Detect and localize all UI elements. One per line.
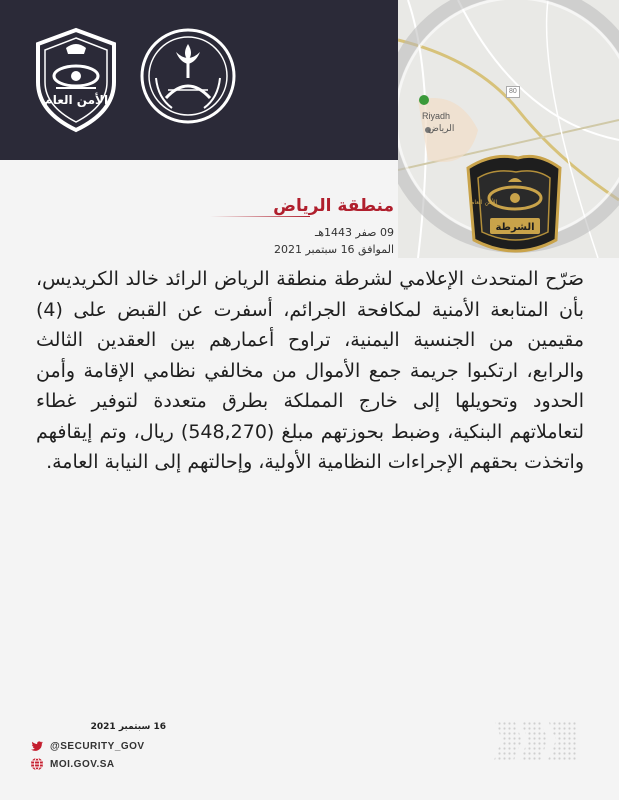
logo-security-text: الأمن العام (43, 93, 109, 107)
footer-twitter[interactable] (30, 738, 145, 754)
region-underline (210, 216, 310, 217)
globe-icon (30, 757, 44, 771)
badge-bottom-text: الشرطة (495, 222, 535, 233)
badge-top-text: الأمن العام (470, 199, 498, 206)
photo-map-badge (398, 0, 619, 258)
public-security-logo (28, 26, 124, 134)
article-body: صَرّح المتحدث الإعلامي لشرطة منطقة الرياض الرائد خالد الكريديس، بأن المتابعة الأمنية لمكافحة الجرائم، أسفرت عن القبض على (4) مقيمين من الجنسية اليمنية، تراوح أعمارهم بين العقدين الثالث والرابع، ارتكبوا جريمة جمع الأموال من مخالفي نظامي الإقامة وأمن الحدود وتحويلها إلى خارج المملكة بطرق متعددة لتوفير غطاء لتعاملاتهم البنكية، وضبط بحوزتهم مبلغ (548,270) ريال، وتم إيقافهم واتخذت بحقهم الإجراءات النظامية الأولية، وإحالتهم إلى النيابة العامة. (36, 268, 584, 473)
footer (30, 720, 200, 780)
decorative-dot-pattern (492, 716, 582, 766)
twitter-icon (30, 739, 44, 753)
footer-date: 16 سبتمبر 2021 (90, 722, 166, 732)
twitter-handle[interactable]: @SECURITY_GOV (50, 740, 145, 752)
national-emblem-logo (138, 26, 238, 126)
police-badge-icon (468, 156, 560, 251)
website-url[interactable]: MOI.GOV.SA (50, 758, 115, 770)
logos (28, 26, 238, 138)
map-city-label: Riyadh (422, 111, 451, 121)
map-city-ar-label: الرياض (428, 123, 455, 133)
footer-website[interactable] (30, 756, 115, 772)
date-gregorian: الموافق 16 سبتمبر 2021 (273, 243, 394, 256)
region-title: منطقة الرياض (273, 196, 394, 216)
date-hijri: 09 صفر 1443هـ (315, 226, 394, 239)
map-road-label: 80 (506, 86, 520, 98)
